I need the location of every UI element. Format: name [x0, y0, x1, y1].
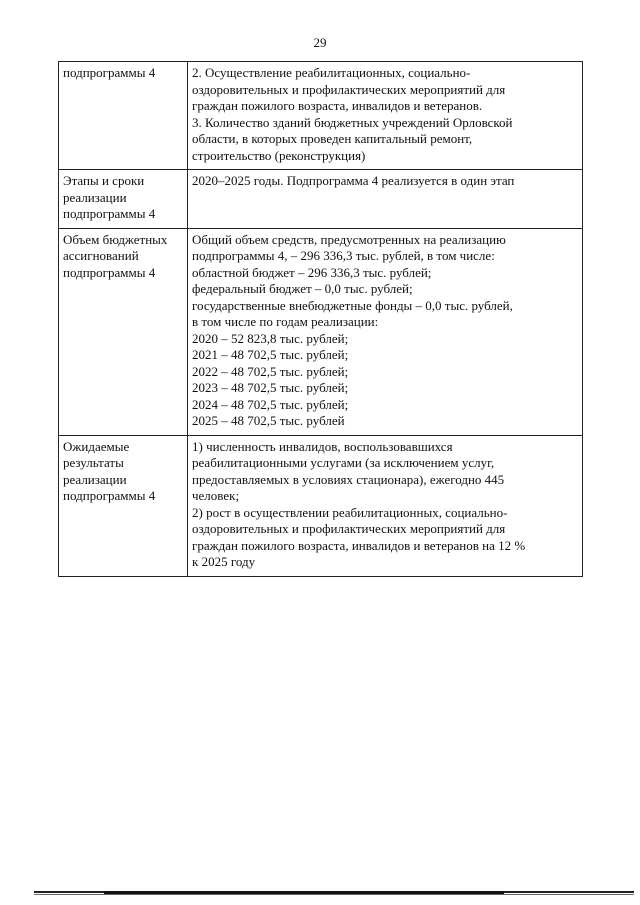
content-line: 2020–2025 годы. Подпрограмма 4 реализуется в один этап — [192, 173, 515, 188]
row-label-cell — [59, 435, 188, 576]
row-label-line: Объем бюджетных — [63, 231, 168, 247]
row-label-line: подпрограммы 4 — [63, 65, 156, 80]
content-line: 2021 – 48 702,5 тыс. рублей; — [192, 347, 349, 362]
content-line: граждан пожилого возраста, инвалидов и ветеранов на 12 % — [192, 537, 526, 553]
content-line: 2) рост в осуществлении реабилитационных, социально- — [192, 504, 508, 520]
content-line: областной бюджет – 296 336,3 тыс. рублей; — [192, 264, 432, 280]
content-line: граждан пожилого возраста, инвалидов и ветеранов. — [192, 98, 483, 113]
row-content-cell — [188, 228, 583, 435]
content-line: 3. Количество зданий бюджетных учреждений Орловской — [192, 114, 513, 130]
content-line: 2020 – 52 823,8 тыс. рублей; — [192, 330, 349, 346]
row-label-line: реализации — [63, 189, 127, 205]
content-line: в том числе по годам реализации: — [192, 314, 379, 329]
row-label-line: результаты — [63, 455, 124, 470]
table-row — [59, 170, 583, 229]
content-line: подпрограммы 4, – 296 336,3 тыс. рублей, в том числе: — [192, 248, 495, 263]
content-line: к 2025 году — [192, 554, 256, 569]
row-label-line: Этапы и сроки — [63, 173, 145, 188]
table-row — [59, 62, 583, 170]
content-line: 2023 – 48 702,5 тыс. рублей; — [192, 380, 349, 395]
content-line: федеральный бюджет – 0,0 тыс. рублей; — [192, 281, 413, 296]
page-number: 29 — [313, 35, 327, 50]
content-line: оздоровительных и профилактических мероприятий для — [192, 521, 506, 536]
row-content-cell — [188, 62, 583, 170]
scan-line — [34, 894, 634, 895]
row-label-cell — [59, 228, 188, 435]
content-line: 2. Осуществление реабилитационных, социально- — [192, 65, 471, 80]
subprogram-passport-table — [58, 61, 583, 577]
row-label-cell — [59, 62, 188, 170]
row-content-cell — [188, 435, 583, 576]
table-row — [59, 435, 583, 576]
content-line: 2024 – 48 702,5 тыс. рублей; — [192, 396, 349, 412]
content-line: реабилитационными услугами (за исключением услуг, — [192, 455, 495, 470]
scan-edge-lines — [34, 891, 634, 897]
row-label-line: Ожидаемые — [63, 438, 130, 454]
row-label-cell — [59, 170, 188, 229]
content-line: 1) численность инвалидов, воспользовавшихся — [192, 438, 453, 454]
row-label-line: реализации — [63, 471, 127, 487]
row-label-line: подпрограммы 4 — [63, 206, 156, 221]
content-line: 2025 – 48 702,5 тыс. рублей — [192, 413, 345, 428]
content-line: 2022 – 48 702,5 тыс. рублей; — [192, 363, 349, 379]
content-line: строительство (реконструкция) — [192, 147, 366, 163]
content-line: государственные внебюджетные фонды – 0,0 тыс. рублей, — [192, 297, 513, 313]
row-label-line: подпрограммы 4 — [63, 488, 156, 503]
content-line: оздоровительных и профилактических мероприятий для — [192, 81, 506, 97]
content-line: человек; — [192, 488, 240, 503]
row-label-line: ассигнований — [63, 248, 139, 263]
content-line: предоставляемых в условиях стационара), ежегодно 445 — [192, 471, 505, 487]
row-content-cell — [188, 170, 583, 229]
table-row — [59, 228, 583, 435]
content-line: Общий объем средств, предусмотренных на реализацию — [192, 231, 506, 247]
content-line: области, в которых проведен капитальный ремонт, — [192, 131, 473, 146]
row-label-line: подпрограммы 4 — [63, 264, 156, 280]
